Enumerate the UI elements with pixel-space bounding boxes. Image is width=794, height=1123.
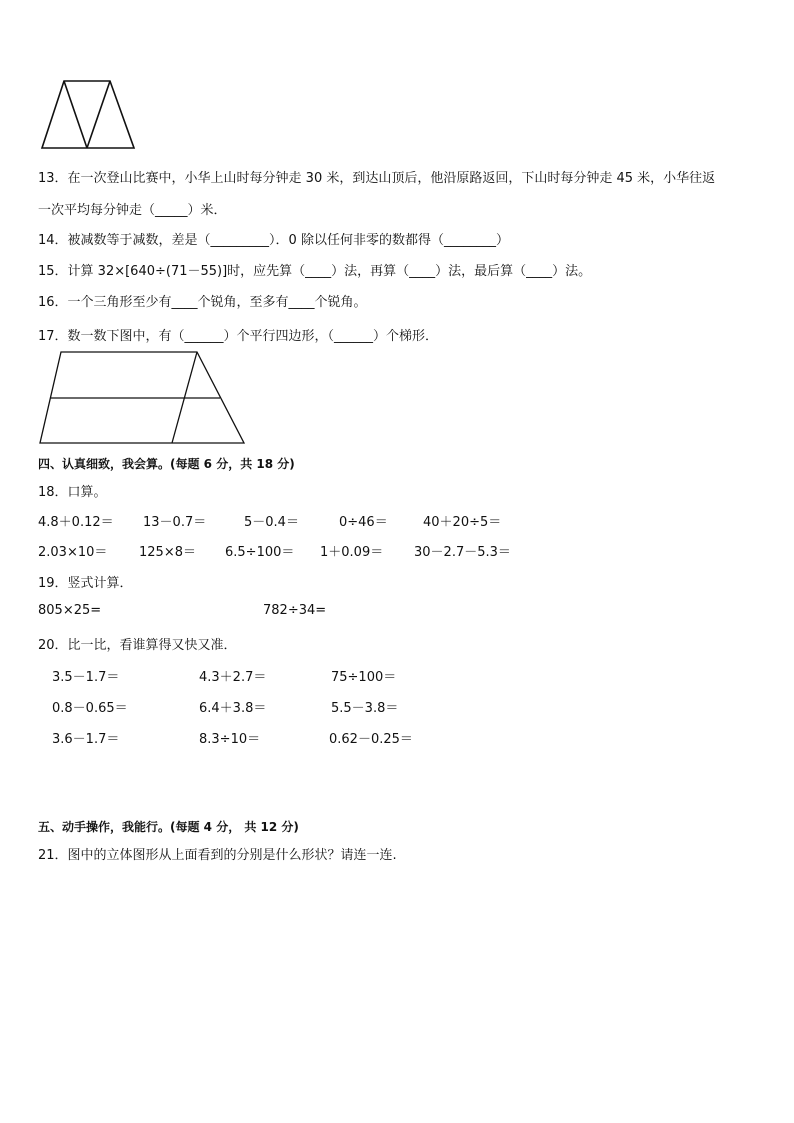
question-15: 15．计算 32×[640÷(71－55)]时，应先算（____）法，再算（____）法，最后算（____）法。 <box>38 264 592 279</box>
trapezoid-triangles-figure <box>40 78 136 152</box>
calc-item: 13－0.7＝ <box>143 515 207 530</box>
calc-item: 0.8－0.65＝ <box>52 701 128 716</box>
calc-item: 6.4＋3.8＝ <box>199 701 267 716</box>
calc-item: 30－2.7－5.3＝ <box>414 545 511 560</box>
calc-item: 6.5÷100＝ <box>225 545 295 560</box>
parallelogram-trapezoid-figure <box>38 348 248 446</box>
calc-item: 0.62－0.25＝ <box>329 732 413 747</box>
calc-item: 3.6－1.7＝ <box>52 732 120 747</box>
question-20-label: 20．比一比，看谁算得又快又准． <box>38 638 237 653</box>
section-4-title: 四、认真细致，我会算。(每题 6 分，共 18 分) <box>38 457 295 471</box>
calc-item: 5－0.4＝ <box>244 515 299 530</box>
question-16: 16．一个三角形至少有____个锐角，至多有____个锐角。 <box>38 295 367 310</box>
question-19-label: 19．竖式计算． <box>38 576 133 591</box>
calc-item: 1＋0.09＝ <box>320 545 384 560</box>
calc-item: 40＋20÷5＝ <box>423 515 502 530</box>
calc-item: 125×8＝ <box>139 545 196 560</box>
question-13-line2: 一次平均每分钟走（_____）米． <box>38 203 227 218</box>
calc-item: 4.3＋2.7＝ <box>199 670 267 685</box>
section-5-title: 五、动手操作，我能行。(每题 4 分， 共 12 分) <box>38 820 299 834</box>
calc-item: 4.8＋0.12＝ <box>38 515 114 530</box>
calc-item: 805×25= <box>38 603 102 618</box>
calc-item: 3.5－1.7＝ <box>52 670 120 685</box>
question-14: 14．被减数等于减数，差是（_________）．0 除以任何非零的数都得（________） <box>38 233 509 248</box>
calc-item: 2.03×10＝ <box>38 545 108 560</box>
question-17: 17．数一数下图中，有（______）个平行四边形，（______）个梯形． <box>38 329 439 344</box>
question-13-line1: 13．在一次登山比赛中，小华上山时每分钟走 30 米，到达山顶后，他沿原路返回，下山时每分钟走 45 米，小华往返 <box>38 171 716 186</box>
calc-item: 5.5－3.8＝ <box>331 701 399 716</box>
question-21: 21．图中的立体图形从上面看到的分别是什么形状？请连一连. <box>38 848 397 863</box>
calc-item: 782÷34= <box>263 603 327 618</box>
question-18-label: 18．口算。 <box>38 485 107 500</box>
calc-item: 8.3÷10＝ <box>199 732 261 747</box>
calc-item: 0÷46＝ <box>339 515 388 530</box>
calc-item: 75÷100＝ <box>331 670 397 685</box>
